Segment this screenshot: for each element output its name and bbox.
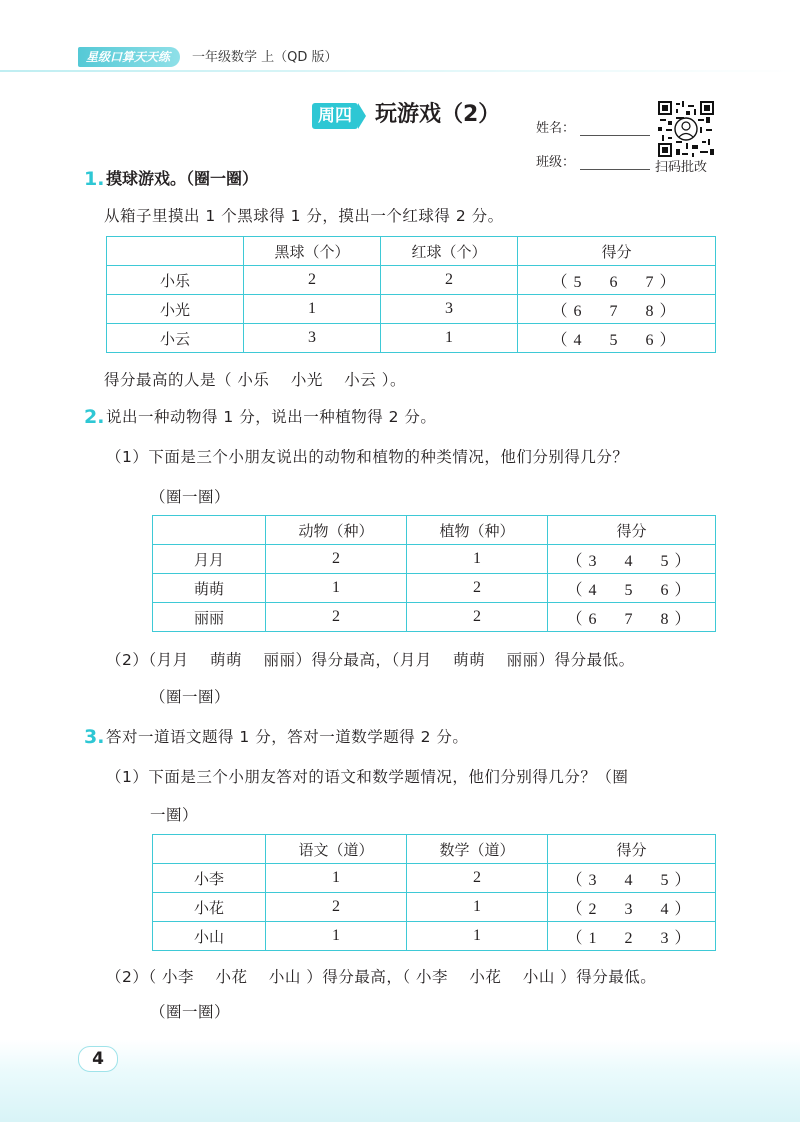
row-name: 小李: [153, 864, 266, 893]
cell-value: 2: [266, 545, 407, 574]
q1-follow-up[interactable]: 得分最高的人是（ 小乐 小光 小云 ）。: [104, 371, 406, 389]
q1-rule: 从箱子里摸出 1 个黑球得 1 分，摸出一个红球得 2 分。: [104, 207, 504, 225]
row-name: 月月: [153, 545, 266, 574]
table-header-row: [153, 516, 716, 545]
q3-part2-note: （圈一圈）: [150, 1003, 231, 1021]
header-cell: 语文（道）: [266, 835, 407, 864]
row-name: 小花: [153, 893, 266, 922]
row-name: 小山: [153, 922, 266, 951]
header-cell: 动物（种）: [266, 516, 407, 545]
cell-value: 2: [407, 574, 548, 603]
table-row: [153, 603, 716, 632]
row-name: 小云: [107, 324, 244, 353]
header-divider: [0, 70, 800, 72]
cell-value: 1: [266, 574, 407, 603]
brand-tag: 星级口算天天练: [78, 47, 180, 67]
q3-part2[interactable]: （2）（ 小李 小花 小山 ）得分最高，（ 小李 小花 小山 ）得分最低。: [106, 968, 657, 986]
cell-value: 2: [266, 603, 407, 632]
page-number: 4: [78, 1046, 118, 1072]
qr-code-icon: [658, 101, 714, 157]
cell-value: 1: [407, 545, 548, 574]
q2-heading: 说出一种动物得 1 分，说出一种植物得 2 分。: [106, 408, 437, 426]
score-choices[interactable]: （6 7 8）: [518, 295, 716, 324]
footer-band: [0, 1040, 800, 1122]
header-cell: 植物（种）: [407, 516, 548, 545]
score-choices[interactable]: （4 5 6）: [518, 324, 716, 353]
table-row: [153, 574, 716, 603]
lesson-title: 玩游戏（2）: [375, 102, 501, 127]
row-name: 小乐: [107, 266, 244, 295]
cell-value: 1: [407, 922, 548, 951]
name-field[interactable]: [580, 135, 650, 136]
header-cell: [153, 835, 266, 864]
cell-value: 1: [244, 295, 381, 324]
cell-value: 2: [407, 603, 548, 632]
name-label: 姓名：: [536, 121, 576, 136]
header-cell: 得分: [548, 835, 716, 864]
header-cell: 数学（道）: [407, 835, 548, 864]
header-cell: [107, 237, 244, 266]
table-row: [153, 893, 716, 922]
book-subtitle: 一年级数学 上（QD 版）: [192, 50, 338, 65]
table-row: [153, 545, 716, 574]
q1-number: 1.: [84, 168, 105, 190]
q3-part1: （1）下面是三个小朋友答对的语文和数学题情况，他们分别得几分？（圈: [106, 768, 629, 786]
table-row: [107, 295, 716, 324]
header-cell: [153, 516, 266, 545]
score-choices[interactable]: （3 4 5）: [548, 864, 716, 893]
cell-value: 2: [266, 893, 407, 922]
table-row: [153, 864, 716, 893]
q2-part1: （1）下面是三个小朋友说出的动物和植物的种类情况，他们分别得几分？: [106, 448, 629, 466]
day-badge: 周四: [312, 103, 358, 129]
row-name: 丽丽: [153, 603, 266, 632]
score-choices[interactable]: （1 2 3）: [548, 922, 716, 951]
q3-part1-cont: 一圈）: [150, 806, 199, 824]
q2-part2-note: （圈一圈）: [150, 688, 231, 706]
score-choices[interactable]: （4 5 6）: [548, 574, 716, 603]
row-name: 小光: [107, 295, 244, 324]
cell-value: 1: [266, 922, 407, 951]
table-row: [153, 922, 716, 951]
cell-value: 2: [407, 864, 548, 893]
score-choices[interactable]: （3 4 5）: [548, 545, 716, 574]
cell-value: 2: [244, 266, 381, 295]
class-field[interactable]: [580, 169, 650, 170]
table-header-row: [107, 237, 716, 266]
q1-heading: 摸球游戏。（圈一圈）: [106, 169, 259, 188]
q3-heading: 答对一道语文题得 1 分，答对一道数学题得 2 分。: [106, 728, 469, 746]
table-header-row: [153, 835, 716, 864]
header-cell: 红球（个）: [381, 237, 518, 266]
q2-part2[interactable]: （2）（月月 萌萌 丽丽）得分最高，（月月 萌萌 丽丽）得分最低。: [106, 651, 635, 669]
table-row: [107, 266, 716, 295]
score-choices[interactable]: （5 6 7）: [518, 266, 716, 295]
q3-number: 3.: [84, 726, 105, 748]
header-cell: 得分: [518, 237, 716, 266]
class-label: 班级：: [536, 155, 576, 170]
cell-value: 1: [266, 864, 407, 893]
cell-value: 1: [407, 893, 548, 922]
header-cell: 得分: [548, 516, 716, 545]
cell-value: 3: [381, 295, 518, 324]
q1-table: [106, 236, 716, 353]
score-choices[interactable]: （6 7 8）: [548, 603, 716, 632]
q2-part1-note: （圈一圈）: [150, 488, 231, 506]
cell-value: 3: [244, 324, 381, 353]
header-cell: 黑球（个）: [244, 237, 381, 266]
q2-table: [152, 515, 716, 632]
q3-table: [152, 834, 716, 951]
cell-value: 2: [381, 266, 518, 295]
score-choices[interactable]: （2 3 4）: [548, 893, 716, 922]
cell-value: 1: [381, 324, 518, 353]
q2-number: 2.: [84, 406, 105, 428]
row-name: 萌萌: [153, 574, 266, 603]
table-row: [107, 324, 716, 353]
qr-caption: 扫码批改: [655, 160, 708, 175]
